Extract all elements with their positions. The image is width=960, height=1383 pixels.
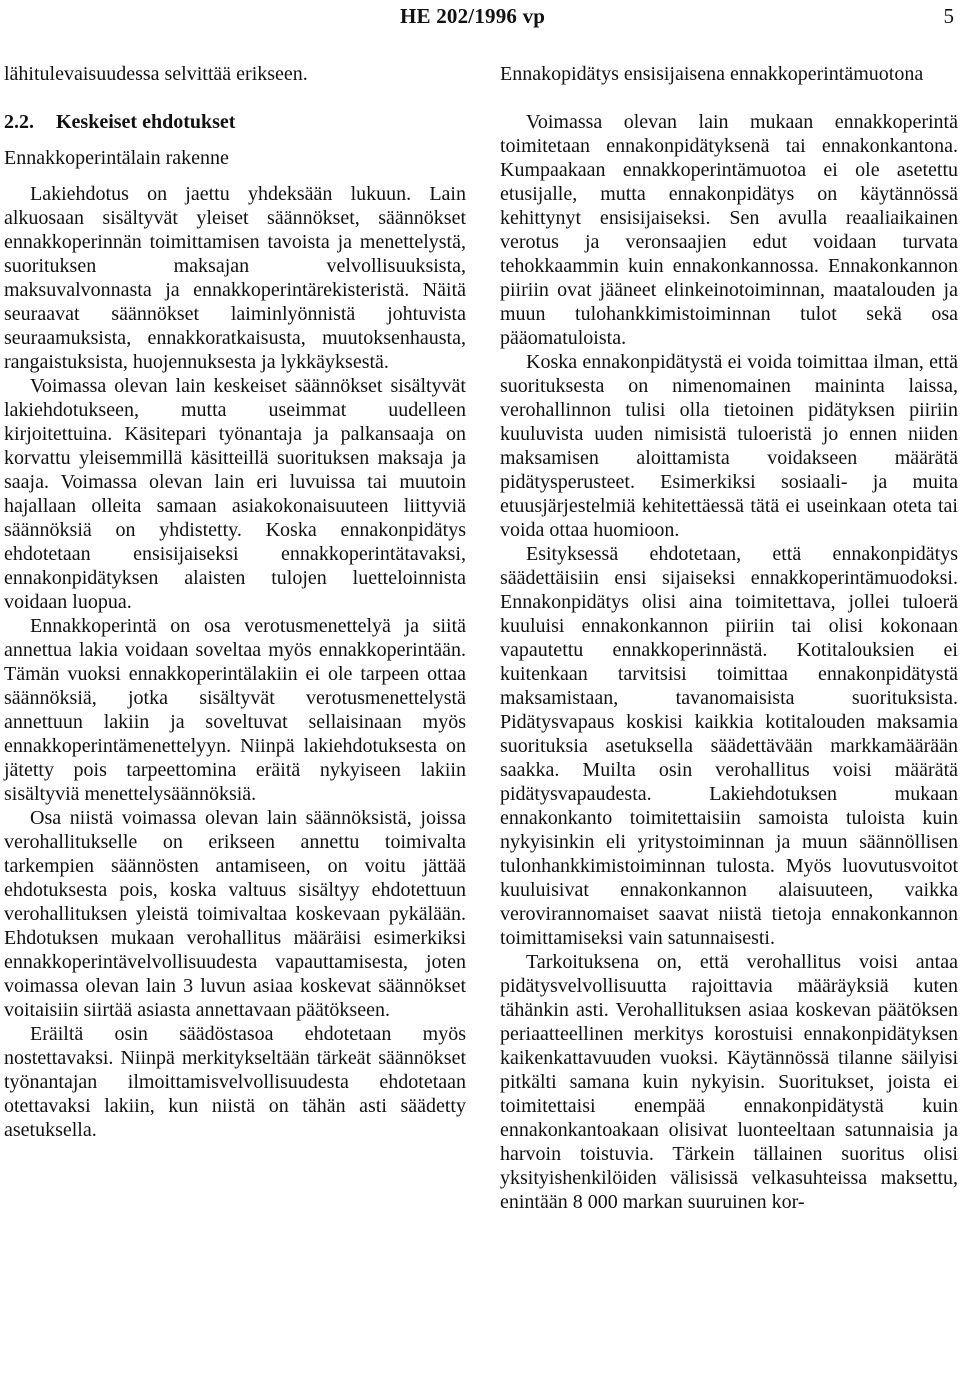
paragraph: Voimassa olevan lain keskeiset säännökset sisältyvät lakiehdotukseen, mutta useimmat uudelleen kirjoitettuina. Käsitepari työnantaja ja palkansaaja on korvattu yleisemmillä käsitteillä suorituksen maksaja ja saaja. Voimassa olevan lain eri luvuissa tai muutoin hajallaan olleita samaan asiakokonaisuuteen liittyviä säännöksiä on yhdistetty. Koska ennakonpidätys ehdotetaan ensisijaiseksi ennakkoperintätavaksi, ennakonpidätyksen alaisten tulojen luetteloinnista voidaan luopua.	[4, 375, 466, 613]
paragraph: Esityksessä ehdotetaan, että ennakonpidätys säädettäisiin ensi sijaiseksi ennakkoperintämuodoksi. Ennakonpidätys olisi aina toimitettava, jollei tuloerä kuuluisi ennakonkannon piiriin tai olisi kokonaan vapautettu ennakkoperinnästä. Kotitalouksien ei kuitenkaan tarvitsisi toimittaa ennakonpidätystä maksamistaan, tavanomaisista suorituksista. Pidätysvapaus koskisi kaikkia kotitalouden maksamia suorituksia asetuksella säädettävään markkamäärään saakka. Muilta osin verohallitus voisi määrätä pidätysvapaudesta. Lakiehdotuksen mukaan ennakonkanto toimitettaisiin samoista tuloista kuin nykyisinkin eli yritystoiminnan ja muun säännöllisen tulonhankkimistoiminnan tulosta. Myös luovutusvoitot kuuluisivat ennakonkannon alaisuuteen, vaikka verovirannomaiset saavat niistä tietoja ennakonkannon toimittamiseksi vain satunnaisesti.	[500, 543, 958, 949]
subheading-ennakkoperintalain-rakenne: Ennakkoperintälain rakenne	[4, 147, 229, 169]
page-number: 5	[943, 4, 954, 28]
intro-line: lähitulevaisuudessa selvittää erikseen.	[4, 63, 308, 85]
section-heading	[4, 110, 466, 134]
left-column	[4, 62, 466, 1142]
document-title: HE 202/1996 vp	[400, 4, 546, 28]
paragraph: Ennakkoperintä on osa verotusmenettelyä ja siitä annettua lakia voidaan soveltaa myös ennakkoperintään. Tämän vuoksi ennakkoperintälakiin ei ole tarpeen ottaa säännöksiä, jotka sisältyvät verotusmenettelystä annettuun lakiin ja soveltuvat sellaisinaan myös ennakkoperintämenettelyyn. Niinpä lakiehdotuksesta on jätetty pois tarpeettomina eräitä nykyiseen lakiin sisältyviä menettelysäännöksiä.	[4, 615, 466, 805]
paragraph: Voimassa olevan lain mukaan ennakkoperintä toimitetaan ennakonpidätyksenä tai ennakonkantona. Kumpaakaan ennakkoperintämuotoa ei ole asetettu etusijalle, mutta ennakonpidätys on käytännössä kehittynyt ensisijaiseksi. Sen avulla reaaliaikainen verotus ja veronsaajien edut voidaan turvata tehokkaammin kuin ennakonkannossa. Ennakonkannon piiriin ovat jääneet elinkeinotoiminnan, maatalouden ja muun tulohankkimistoiminnan tulot sekä osa pääomatuloista.	[500, 111, 958, 349]
section-number: 2.2.	[4, 111, 34, 133]
subheading-ennakonpidatys: Ennakopidätys ensisijaisena ennakkoperintämuotona	[500, 63, 924, 85]
paragraph: Osa niistä voimassa olevan lain säännöksistä, joissa verohallitukselle on erikseen annettu toimivalta tarkempien säännösten antamiseen, on voitu jättää ehdotuksesta pois, koska valtuus sisältyy ehdotettuun verohallituksen yleistä toimivaltaa koskevaan pykälään. Ehdotuksen mukaan verohallitus määräisi esimerkiksi ennakkoperintävelvollisuudesta vapauttamisesta, joten voimassa olevan lain 3 luvun asiaa koskevat säännökset voitaisiin siirtää asiasta annettavaan päätökseen.	[4, 807, 466, 1021]
right-column	[500, 62, 958, 1214]
page-header	[0, 4, 960, 30]
section-title: Keskeiset ehdotukset	[56, 111, 236, 133]
paragraph: Koska ennakonpidätystä ei voida toimittaa ilman, että suorituksesta on nimenomainen maininta laissa, verohallinnon tulisi olla tietoinen pidätyksen piiriin kuuluvista uuden nimisistä tuloeristä jo ennen niiden maksamisen aloittamista voidakseen määrätä pidätysperusteet. Esimerkiksi sosiaali- ja muita etuusjärjestelmiä kehitettäessä tätä ei useinkaan oteta tai voida ottaa huomioon.	[500, 351, 958, 541]
paragraph: Tarkoituksena on, että verohallitus voisi antaa pidätysvelvollisuutta rajoittavia määräyksiä kuten tähänkin asti. Verohallituksen asiaa koskevan päätöksen periaatteellinen merkitys korostuisi ennakonpidätyksen kaikenkattavuuden vuoksi. Käytännössä tilanne säilyisi pitkälti samana kuin nykyisin. Suoritukset, joista ei toimitettaisi enempää ennakonpidätystä kuin ennakonkantoakaan olisivat luonteeltaan satunnaisia ja harvoin toistuvia. Tärkein tällainen suoritus olisi yksityishenkilöiden välisissä velkasuhteissa maksettu, enintään 8 000 markan suuruinen kor-	[500, 951, 958, 1213]
paragraph: Lakiehdotus on jaettu yhdeksään lukuun. Lain alkuosaan sisältyvät yleiset säännökset, säännökset ennakkoperinnän toimittamisen tavoista ja menettelystä, suorituksen maksajan velvollisuuksista, maksuvalvonnasta ja ennakkoperintärekisteristä. Näitä seuraavat säännökset laiminlyönnistä johtuvista seuraamuksista, ennakkoratkaisusta, muutoksenhausta, rangaistuksista, huojennuksesta ja lykkäyksestä.	[4, 183, 466, 373]
paragraph: Eräiltä osin säädöstasoa ehdotetaan myös nostettavaksi. Niinpä merkitykseltään tärkeät säännökset työnantajan ilmoittamisvelvollisuudesta ehdotetaan otettavaksi lakiin, kun niistä on tähän asti säädetty asetuksella.	[4, 1023, 466, 1141]
